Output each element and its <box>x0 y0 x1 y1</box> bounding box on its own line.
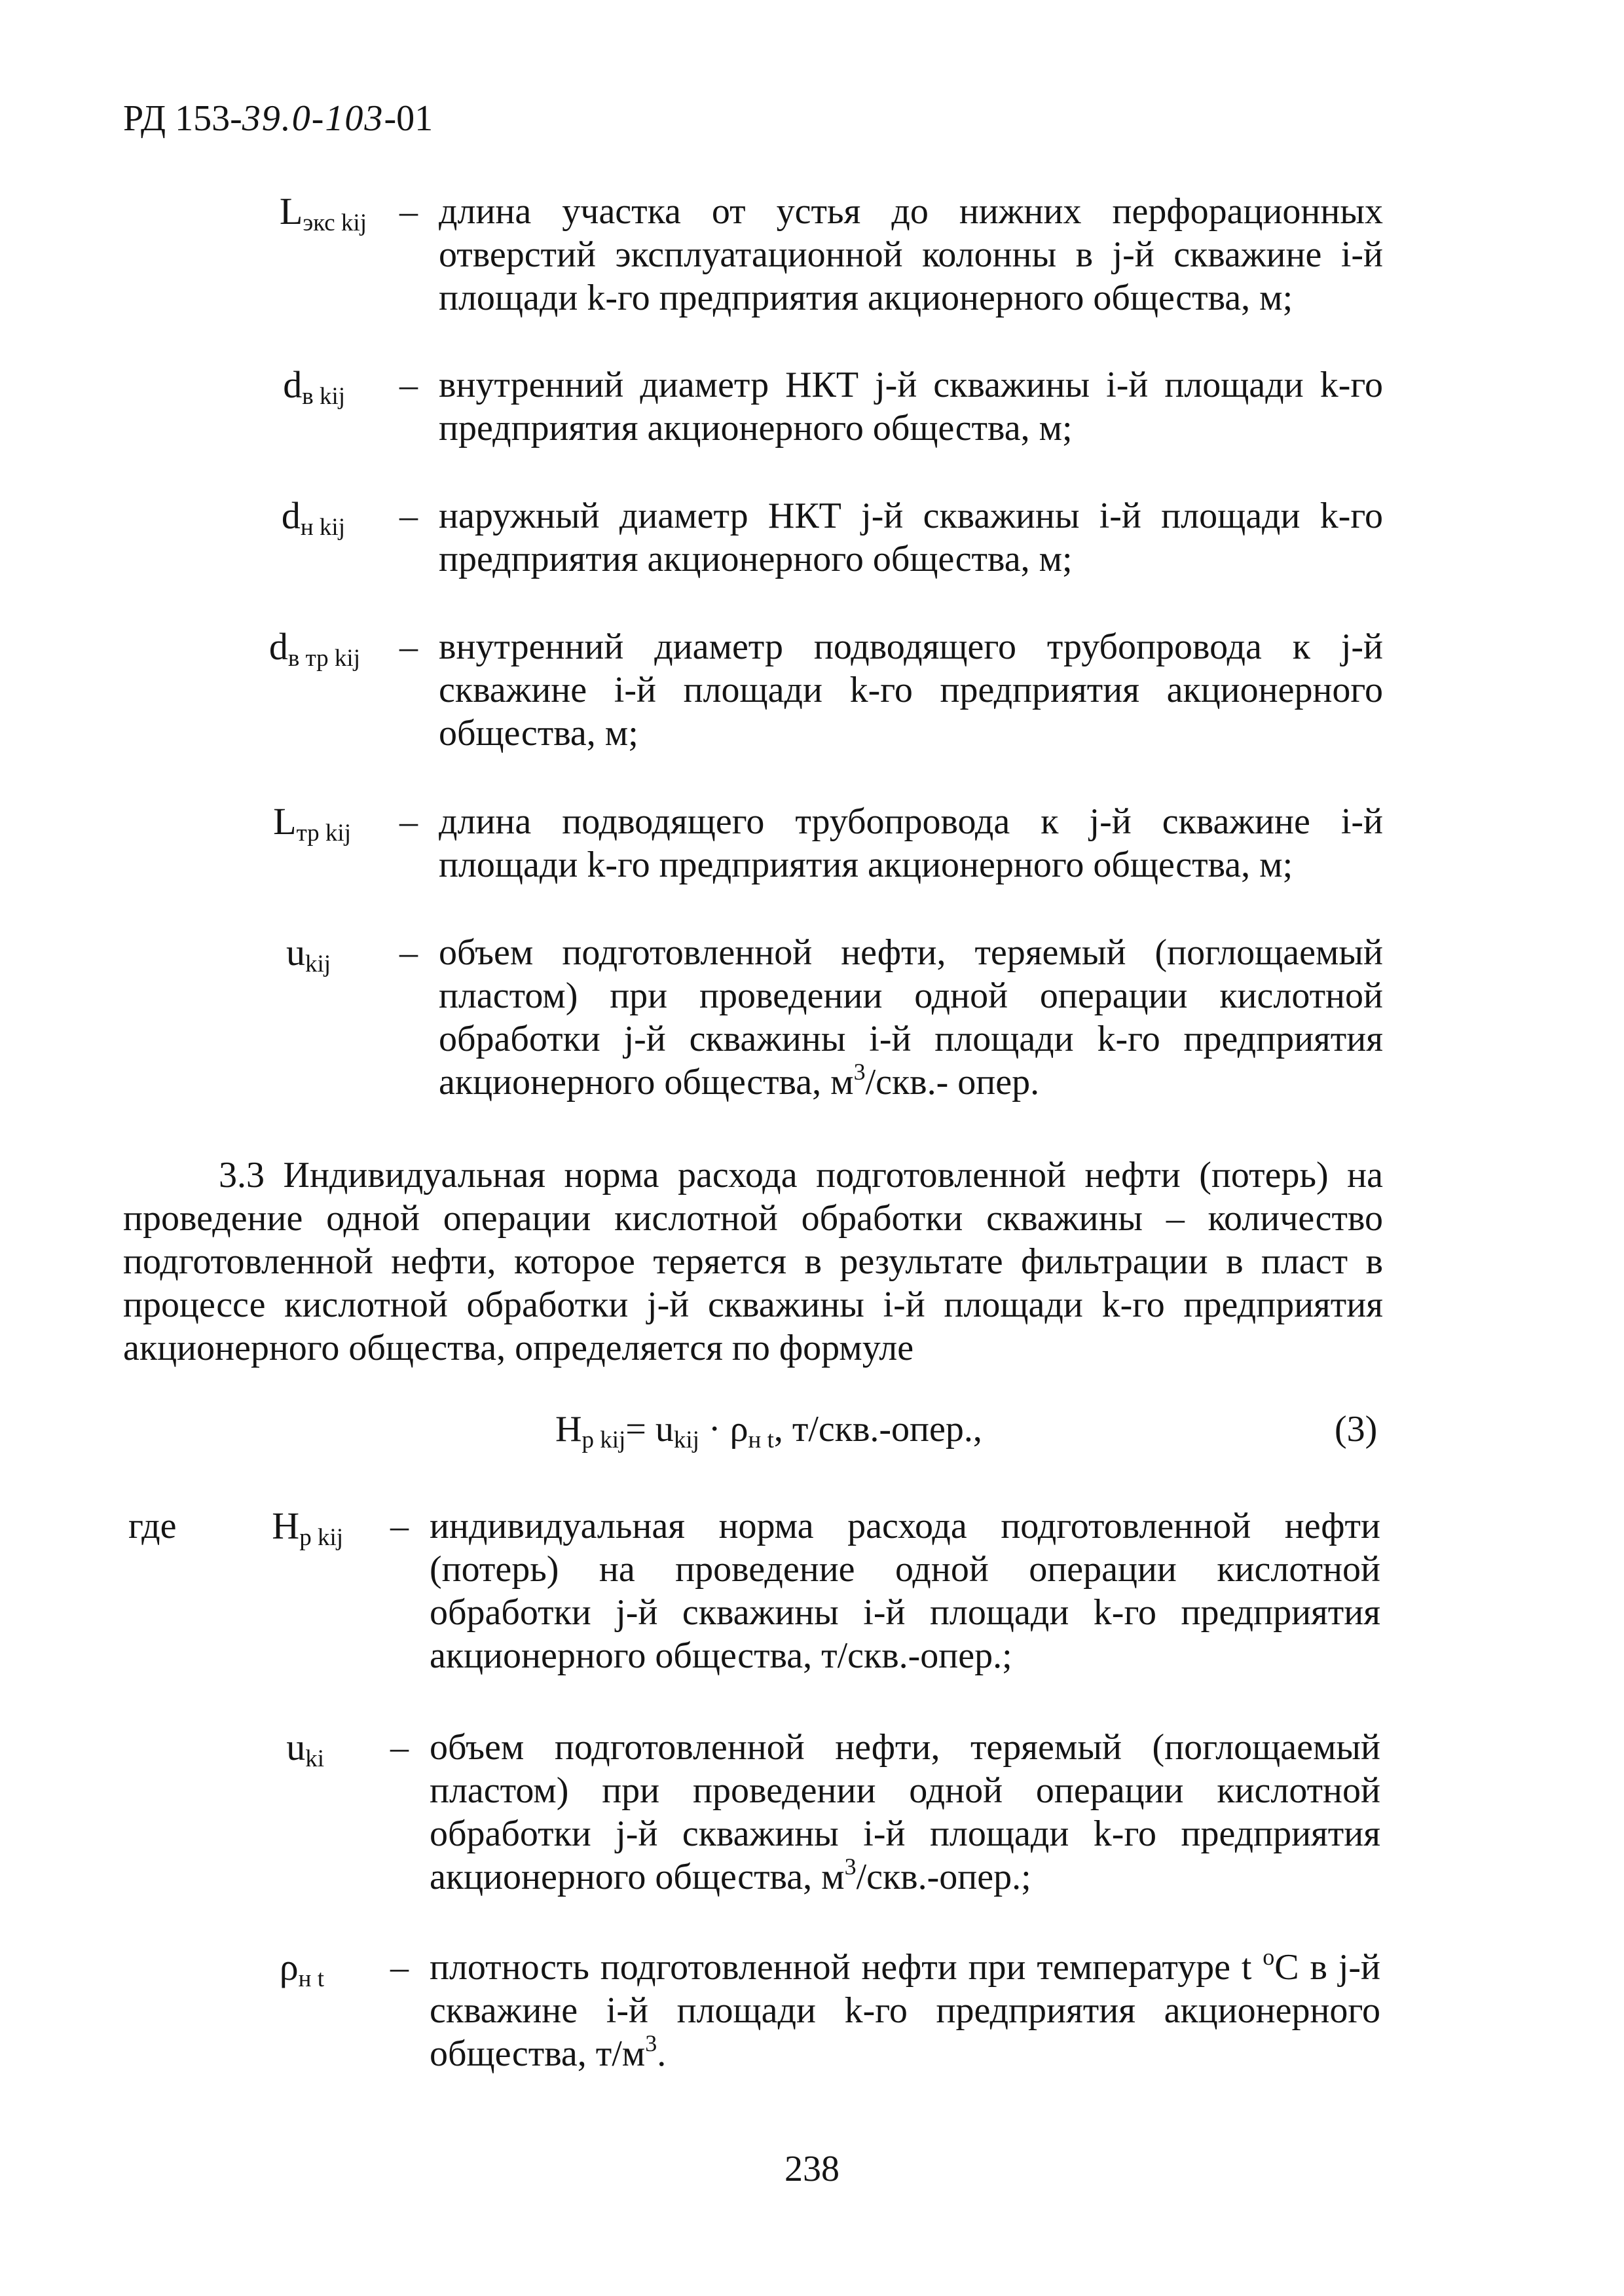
definition-symbol: $d_{н kij}$ <box>281 494 345 541</box>
definition-text: внутренний диаметр НКТ j-й скважины i-й площади k-го предприятия акционерного общества, м; <box>439 365 1383 448</box>
definition-text: длина подводящего трубопровода к j-й скважине i-й площади k-го предприятия акционерного общества, м; <box>439 801 1383 885</box>
definition-symbol: $d_{в тр kij}$ <box>268 625 360 672</box>
definition-symbol: $L_{экс kij}$ <box>279 190 367 236</box>
document-code-suffix: -01 <box>384 98 434 139</box>
document-code-prefix: РД 153- <box>123 98 242 139</box>
definition-symbol: $u_{ki}$ <box>286 1726 324 1772</box>
equation-number: (3) <box>1335 1409 1378 1449</box>
document-code <box>123 97 433 140</box>
definition-text: объем подготовленной нефти, теряемый (поглощаемый пластом) при проведении одной операции кислотной обработки j-й скважины i-й площади k-го предприятия акционерного общества, $м^3/скв$.-опер.; <box>430 1727 1380 1897</box>
document-code-handwritten: 39.0-103 <box>242 98 384 139</box>
definition-text: объем подготовленной нефти, теряемый (поглощаемый пластом) при проведении одной операции кислотной обработки j-й скважины i-й площади k-го предприятия акционерного общества, $м^3/скв.-$ опер. <box>439 932 1383 1102</box>
page-number: 238 <box>784 2149 840 2189</box>
definition-dash: – <box>390 1506 409 1546</box>
definition-text: длина участка от устья до нижних перфорационных отверстий эксплуатационной колонны в j-й скважине i-й площади k-го предприятия акционерного общества, м; <box>439 191 1383 318</box>
definition-dash: – <box>390 1727 409 1768</box>
definition-dash: – <box>399 191 418 232</box>
definition-text: наружный диаметр НКТ j-й скважины i-й площади k-го предприятия акционерного общества, м; <box>439 496 1383 579</box>
formula-3: $Н_{р kij}= u_{kij} \cdot \rho_{н t}$, т/скв.-опер., <box>555 1409 982 1453</box>
definition-dash: – <box>399 627 418 667</box>
definition-text: индивидуальная норма расхода подготовленной нефти (потерь) на проведение одной операции кислотной обработки j-й скважины i-й площади k-го предприятия акционерного общества, т/скв.-опер.; <box>430 1506 1380 1676</box>
definition-symbol: $L_{тр kij}$ <box>273 800 351 847</box>
definition-text: плотность подготовленной нефти при температуре t $^о$С в j-й скважине i-й площади k-го предприятия акционерного общества, $т/м^3$. <box>430 1944 1380 2074</box>
definition-text: внутренний диаметр подводящего трубопровода к j-й скважине i-й площади k-го предприятия акционерного общества, м; <box>439 627 1383 754</box>
definition-symbol: $Н_{р kij}$ <box>272 1504 343 1551</box>
definition-symbol: $\rho_{н t}$ <box>279 1946 324 1992</box>
paragraph-3-3: 3.3 Индивидуальная норма расхода подготовленной нефти (потерь) на проведение одной операции кислотной обработки скважины – количество подготовленной нефти, которое теряется в результате фильтрации в пласт в процессе кислотной обработки j-й скважины i-й площади k-го предприятия акционерного общества, определяется по формуле <box>123 1155 1383 1368</box>
definition-dash: – <box>399 801 418 842</box>
definition-dash: – <box>399 496 418 536</box>
definition-symbol: $d_{в kij}$ <box>283 363 345 410</box>
where-label: где <box>128 1506 177 1546</box>
definition-dash: – <box>390 1947 409 1988</box>
definition-dash: – <box>399 365 418 405</box>
definition-symbol: $u_{kij}$ <box>286 931 331 977</box>
definition-dash: – <box>399 932 418 973</box>
